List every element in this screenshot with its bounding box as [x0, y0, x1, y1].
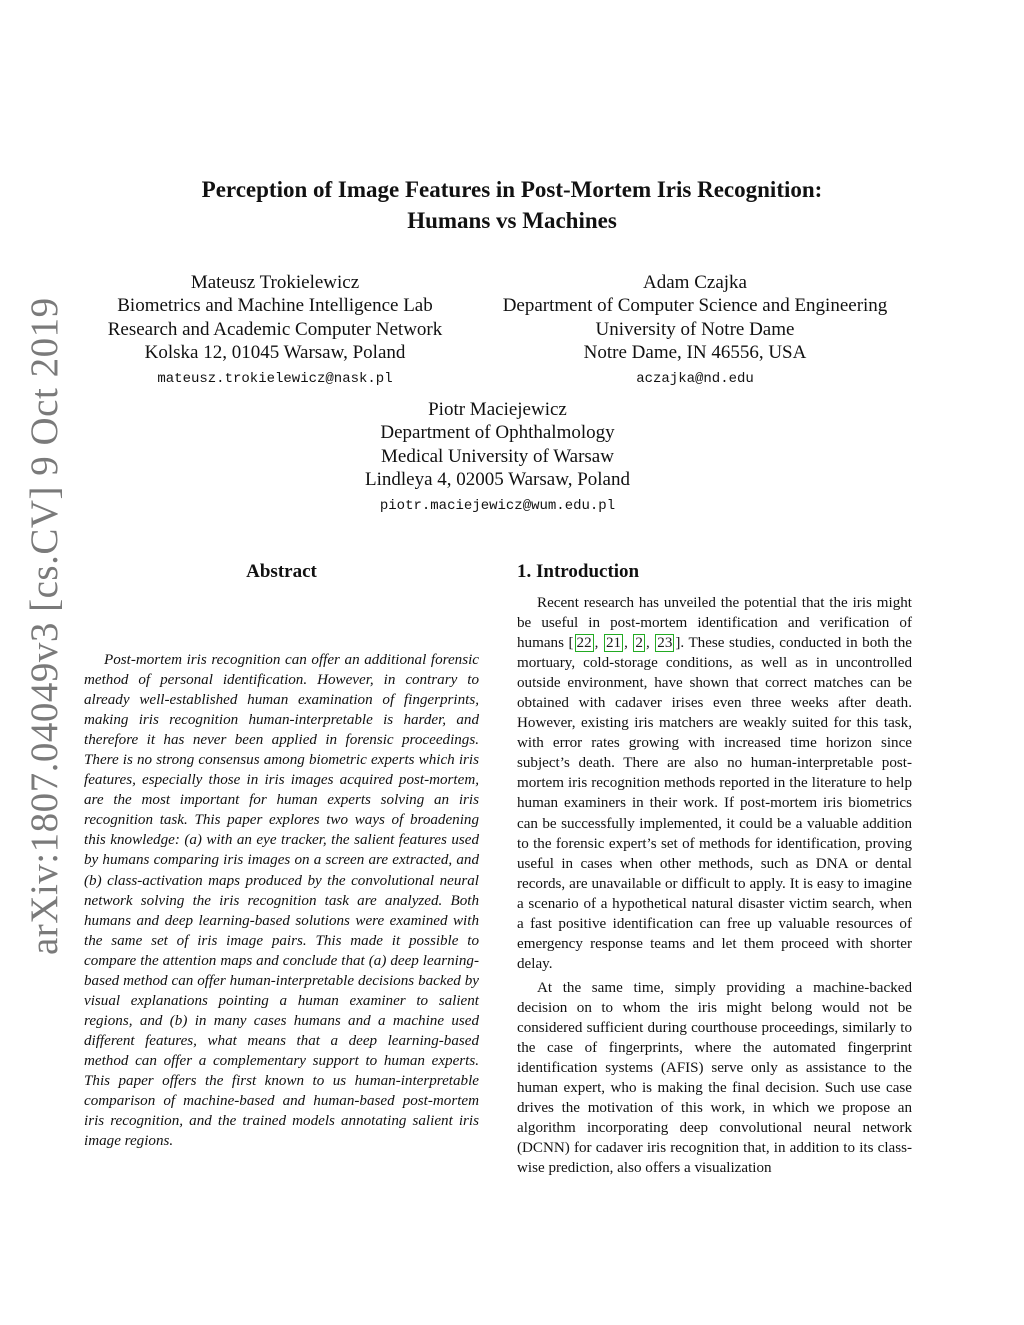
- author-name: Adam Czajka: [643, 272, 747, 293]
- title-line-1: Perception of Image Features in Post-Mortem Iris Recognition:: [201, 177, 823, 202]
- title-line-2: Humans vs Machines: [407, 208, 617, 233]
- intro-text: Recent research has unveiled the potential that the iris might be useful in post-mortem identification and verification of humans [: [517, 595, 912, 652]
- author-block-2: [480, 271, 910, 388]
- paper-title: [0, 174, 1024, 236]
- intro-text: ]. These studies, conducted in both the mortuary, cold-storage conditions, as well as in uncontrolled outside environment, have shown that correct matches can be obtained with cadaver irises even three weeks after death. However, existing iris matchers are weakly suited for this task, with error rates growing with increased time horizon since subject’s death. There are also no human-interpretable post-mortem iris recognition methods reported in the literature to help human examiners in their work. If post-mortem iris biometrics can be successfully implemented, it could be a valuable addition to the forensic expert’s set of methods for identification, proving useful in cases when other methods, such as DNA or dental records, are unavailable or difficult to apply. It is easy to imagine a scenario of a hypothetical natural disaster victim search, when a fast positive identification can free up valuable resources of emergency response teams and let them proceed with shorter delay.: [517, 635, 912, 972]
- author-block-1: [80, 271, 470, 388]
- author-email[interactable]: aczajka@nd.edu: [636, 371, 754, 388]
- citation-group: 22 , 21 , 2 , 23: [576, 635, 673, 652]
- author-affiliation: Department of Computer Science and Engineering: [502, 295, 888, 317]
- abstract-heading: Abstract: [246, 561, 317, 582]
- citation-link[interactable]: 23: [657, 635, 673, 652]
- author-name: Mateusz Trokielewicz: [190, 272, 360, 293]
- author-affiliation: Biometrics and Machine Intelligence Lab: [117, 295, 433, 317]
- author-affiliation: Research and Academic Computer Network: [107, 318, 443, 340]
- author-address: Kolska 12, 01045 Warsaw, Poland: [144, 341, 406, 363]
- citation-link[interactable]: 2: [635, 635, 643, 652]
- author-email[interactable]: piotr.maciejewicz@wum.edu.pl: [379, 498, 616, 515]
- author-address: Notre Dame, IN 46556, USA: [583, 341, 807, 363]
- author-email[interactable]: mateusz.trokielewicz@nask.pl: [157, 371, 393, 388]
- author-affiliation: Medical University of Warsaw: [381, 445, 614, 467]
- author-affiliation: Department of Ophthalmology: [380, 422, 615, 444]
- introduction-body: [517, 593, 912, 1178]
- citation-link[interactable]: 21: [605, 635, 622, 652]
- author-block-3: [300, 398, 695, 515]
- intro-paragraph-2: At the same time, simply providing a machine-backed decision on to whom the iris might belong would not be considered sufficient during courthouse proceedings, similarly to the case of fingerprints, where the automated fingerprint identification systems (AFIS) serve only as assistance to the human expert, who is making the final decision. Such use case drives the motivation of this work, in which we propose an algorithm incorporating deep convolutional neural network (DCNN) for cadaver iris recognition that, in addition to its class-wise prediction, also offers a visualization: [517, 979, 912, 1177]
- arxiv-identifier: arXiv:1807.04049v3 [cs.CV] 9 Oct 2019: [23, 297, 66, 955]
- citation-link[interactable]: 22: [576, 635, 592, 652]
- intro-paragraph-1: [517, 593, 912, 974]
- author-affiliation: University of Notre Dame: [595, 318, 795, 340]
- abstract-body: Post-mortem iris recognition can offer an additional forensic method of personal identification. However, in contrary to already well-established human examination of fingerprints, making iris recognition human-interpretable is harder, and therefore it has never been applied in forensic proceedings. There is no strong consensus among biometric experts which iris features, especially those in iris images acquired post-mortem, are the most important for human experts solving an iris recognition task. This paper explores two ways of broadening this knowledge: (a) with an eye tracker, the salient features used by humans comparing iris images on a screen are extracted, and (b) class-activation maps produced by the convolutional neural network solving the iris recognition task are analyzed. Both humans and deep learning-based solutions were examined with the same set of iris image pairs. This made it possible to compare the attention maps and conclude that (a) deep learning-based method can offer human-interpretable decisions backed by visual explanations pointing a human examiner to salient regions, and (b) in many cases humans and a machine used different features, what means that a deep learning-based method can offer a complementary support to human experts. This paper offers the first known to us human-interpretable comparison of machine-based and human-based post-mortem iris recognition, and the trained models annotating salient iris image regions.: [84, 652, 479, 1150]
- author-address: Lindleya 4, 02005 Warsaw, Poland: [365, 468, 630, 490]
- introduction-heading: 1. Introduction: [517, 561, 640, 582]
- author-name: Piotr Maciejewicz: [428, 399, 567, 420]
